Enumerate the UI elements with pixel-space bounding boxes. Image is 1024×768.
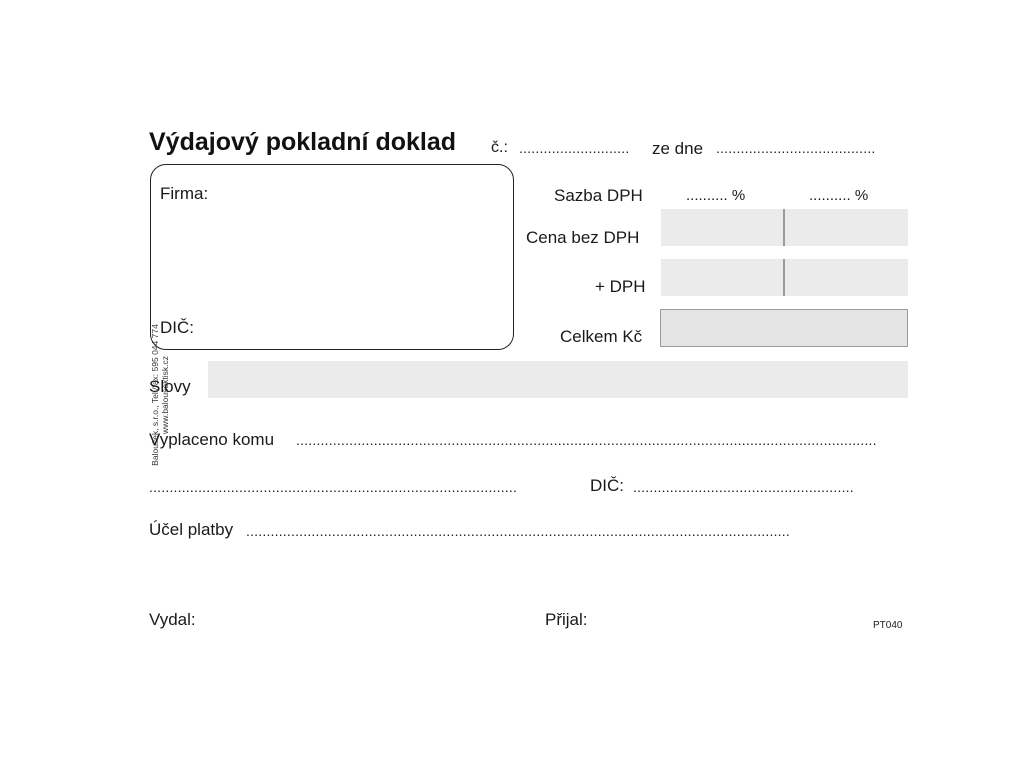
paid-to-field[interactable]: .............................................................................................................................................. xyxy=(296,432,877,448)
number-label: č.: xyxy=(491,139,508,156)
total-field[interactable] xyxy=(660,309,908,347)
purpose-label: Účel platby xyxy=(149,520,234,539)
address-field[interactable]: .......................................................................................... xyxy=(149,479,518,495)
vat-amount-label: + DPH xyxy=(595,277,646,296)
purpose-field[interactable]: ..................................................................................................................................... xyxy=(246,523,790,539)
form-code: PT040 xyxy=(873,620,903,631)
net-price-label: Cena bez DPH xyxy=(526,228,640,247)
firma-label: Firma: xyxy=(160,184,209,203)
vat-amount-field[interactable] xyxy=(661,259,908,296)
firm-dic-label: DIČ: xyxy=(160,318,194,337)
vat-rate-1[interactable]: .......... % xyxy=(686,187,746,204)
vat-rate-2[interactable]: .......... % xyxy=(809,187,869,204)
publisher-line-1: Baloušek, s.r.o., Tel./fax: 595 044 774 xyxy=(150,324,160,466)
in-words-label: Slovy xyxy=(149,377,191,396)
paid-to-label: Vyplaceno komu xyxy=(149,430,275,449)
publisher-line-2: www.balousektisk.cz xyxy=(160,356,170,434)
net-price-field[interactable] xyxy=(661,209,908,246)
total-label: Celkem Kč xyxy=(560,327,643,346)
document-title: Výdajový pokladní doklad xyxy=(149,128,457,156)
in-words-field[interactable] xyxy=(208,361,908,398)
net-price-divider xyxy=(783,209,785,246)
vat-rate-label: Sazba DPH xyxy=(554,186,643,205)
payee-dic-field[interactable]: ...................................................... xyxy=(633,479,854,495)
vat-amount-divider xyxy=(783,259,785,296)
number-field[interactable]: ........................... xyxy=(519,140,630,156)
date-label: ze dne xyxy=(652,139,704,158)
payee-dic-label: DIČ: xyxy=(590,476,624,495)
received-by-label: Přijal: xyxy=(545,610,588,629)
date-field[interactable]: ....................................... xyxy=(716,140,876,156)
issued-by-label: Vydal: xyxy=(149,610,196,629)
